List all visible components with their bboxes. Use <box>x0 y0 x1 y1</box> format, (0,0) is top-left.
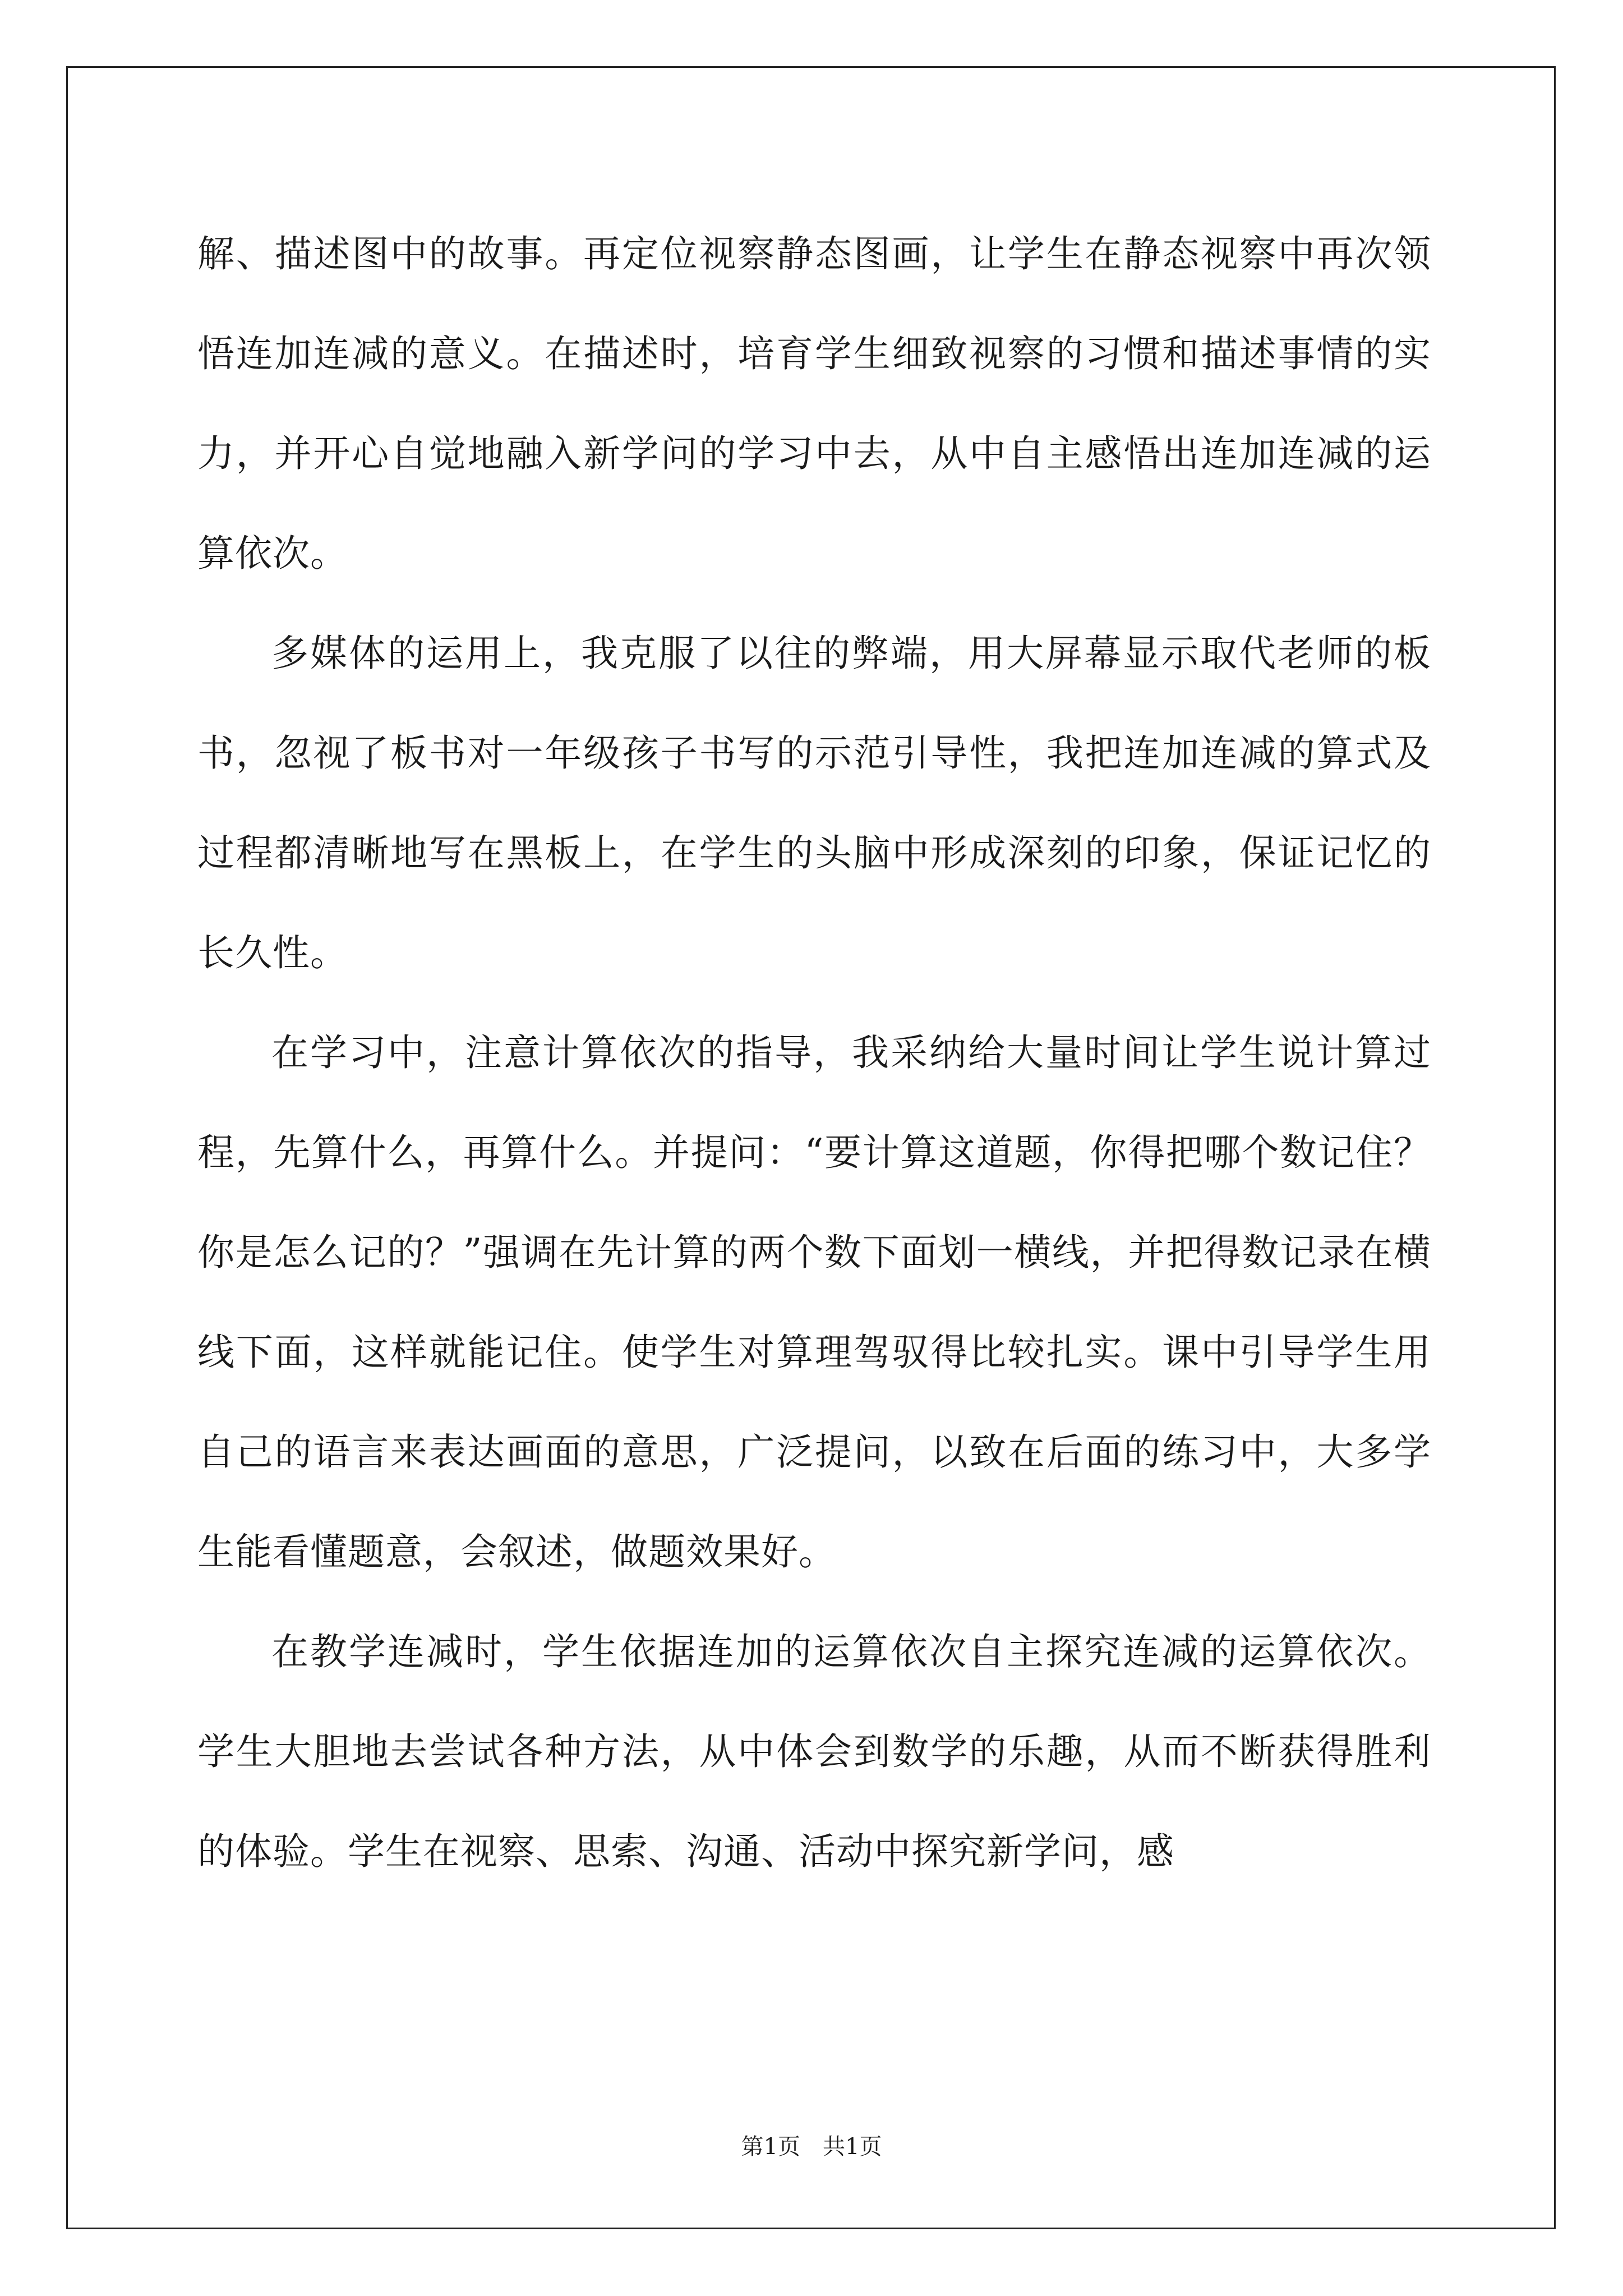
document-body <box>197 204 1431 1902</box>
page-number: 第1页 <box>741 2134 800 2160</box>
paragraph-1: 解、描述图中的故事。再定位视察静态图画，让学生在静态视察中再次领悟连加连减的意义。在描述时，培育学生细致视察的习惯和描述事情的实力，并开心自觉地融入新学问的学习中去，从中自主感悟出连加连减的运算依次。 <box>197 232 1431 575</box>
paragraph-3: 在学习中，注意计算依次的指导，我采纳给大量时间让学生说计算过程，先算什么，再算什么。并提问：“要计算这道题，你得把哪个数记住？你是怎么记的？”强调在先计算的两个数下面划一横线，并把得数记录在横线下面，这样就能记住。使学生对算理驾驭得比较扎实。课中引导学生用自己的语言来表达画面的意思，广泛提问，以致在后面的练习中，大多学生能看懂题意，会叙述，做题效果好。 <box>197 1031 1431 1573</box>
paragraph-2: 多媒体的运用上，我克服了以往的弊端，用大屏幕显示取代老师的板书，忽视了板书对一年级孩子书写的示范引导性，我把连加连减的算式及过程都清晰地写在黑板上，在学生的头脑中形成深刻的印象，保证记忆的长久性。 <box>197 632 1431 974</box>
paragraph-4: 在教学连减时，学生依据连加的运算依次自主探究连减的运算依次。学生大胆地去尝试各种方法，从中体会到数学的乐趣，从而不断获得胜利的体验。学生在视察、思索、沟通、活动中探究新学问，感 <box>197 1630 1431 1873</box>
page-footer <box>0 2129 1623 2161</box>
page-total: 共1页 <box>823 2134 882 2160</box>
